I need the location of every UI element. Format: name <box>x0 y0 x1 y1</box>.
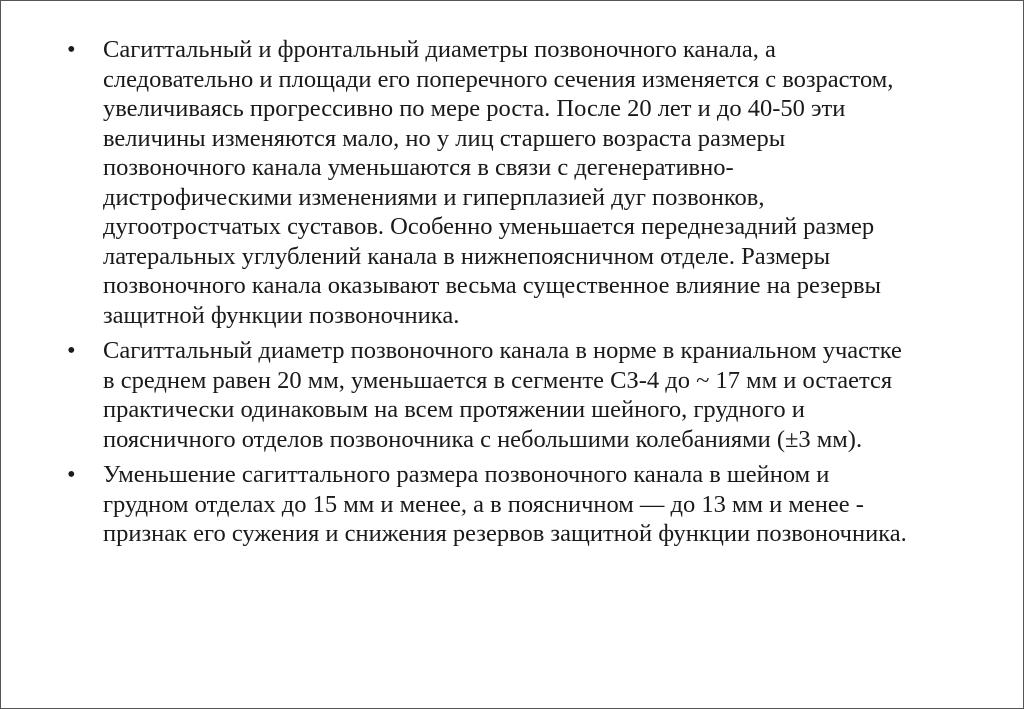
bullet-text-line: поясничного отделов позвоночника с небольшими колебаниями (±3 мм). <box>103 425 863 453</box>
bullet-text-line: практически одинаковым на всем протяжении шейного, грудного и <box>103 396 805 423</box>
bullet-text-line: позвоночного канала оказывают весьма существенное влияние на резервы <box>103 272 882 299</box>
bullet-text-line: позвоночного канала уменьшаются в связи с дегенеративно- <box>103 154 734 181</box>
bullet-icon: • <box>67 36 76 63</box>
bullet-text-line: грудном отделах до 15 мм и менее, а в поясничном — до 13 мм и менее - <box>103 490 864 518</box>
bullet-text-line: Сагиттальный диаметр позвоночного канала в норме в краниальном участке <box>103 337 902 364</box>
bullet-text-line: дугоотростчатых суставов. Особенно уменьшается переднезадний размер <box>103 213 875 240</box>
bullet-item <box>59 460 979 549</box>
bullet-text-line: следовательно и площади его поперечного сечения изменяется с возрастом, <box>103 65 894 93</box>
bullet-text-line: в среднем равен 20 мм, уменьшается в сегменте СЗ-4 до ~ 17 мм и остается <box>103 366 893 394</box>
bullet-icon: • <box>67 337 76 364</box>
bullet-text-line: увеличиваясь прогрессивно по мере роста. После 20 лет и до 40-50 эти <box>103 95 846 122</box>
bullet-text-line: защитной функции позвоночника. <box>103 301 460 329</box>
bullet-text-line: дистрофическими изменениями и гиперплазией дуг позвонков, <box>103 183 765 211</box>
bullet-text-line: Сагиттальный и фронтальный диаметры позвоночного канала, а <box>103 36 776 63</box>
bullet-text-line: признак его сужения и снижения резервов защитной функции позвоночника. <box>103 520 907 547</box>
bullet-text-line: Уменьшение сагиттального размера позвоночного канала в шейном и <box>103 461 830 488</box>
bullet-text-line: величины изменяются мало, но у лиц старшего возраста размеры <box>103 124 786 152</box>
bullet-item <box>59 336 979 454</box>
bullet-list <box>59 35 979 555</box>
bullet-icon: • <box>67 461 76 488</box>
bullet-text-line: латеральных углублений канала в нижнепоясничном отделе. Размеры <box>103 242 831 270</box>
bullet-item <box>59 35 979 330</box>
